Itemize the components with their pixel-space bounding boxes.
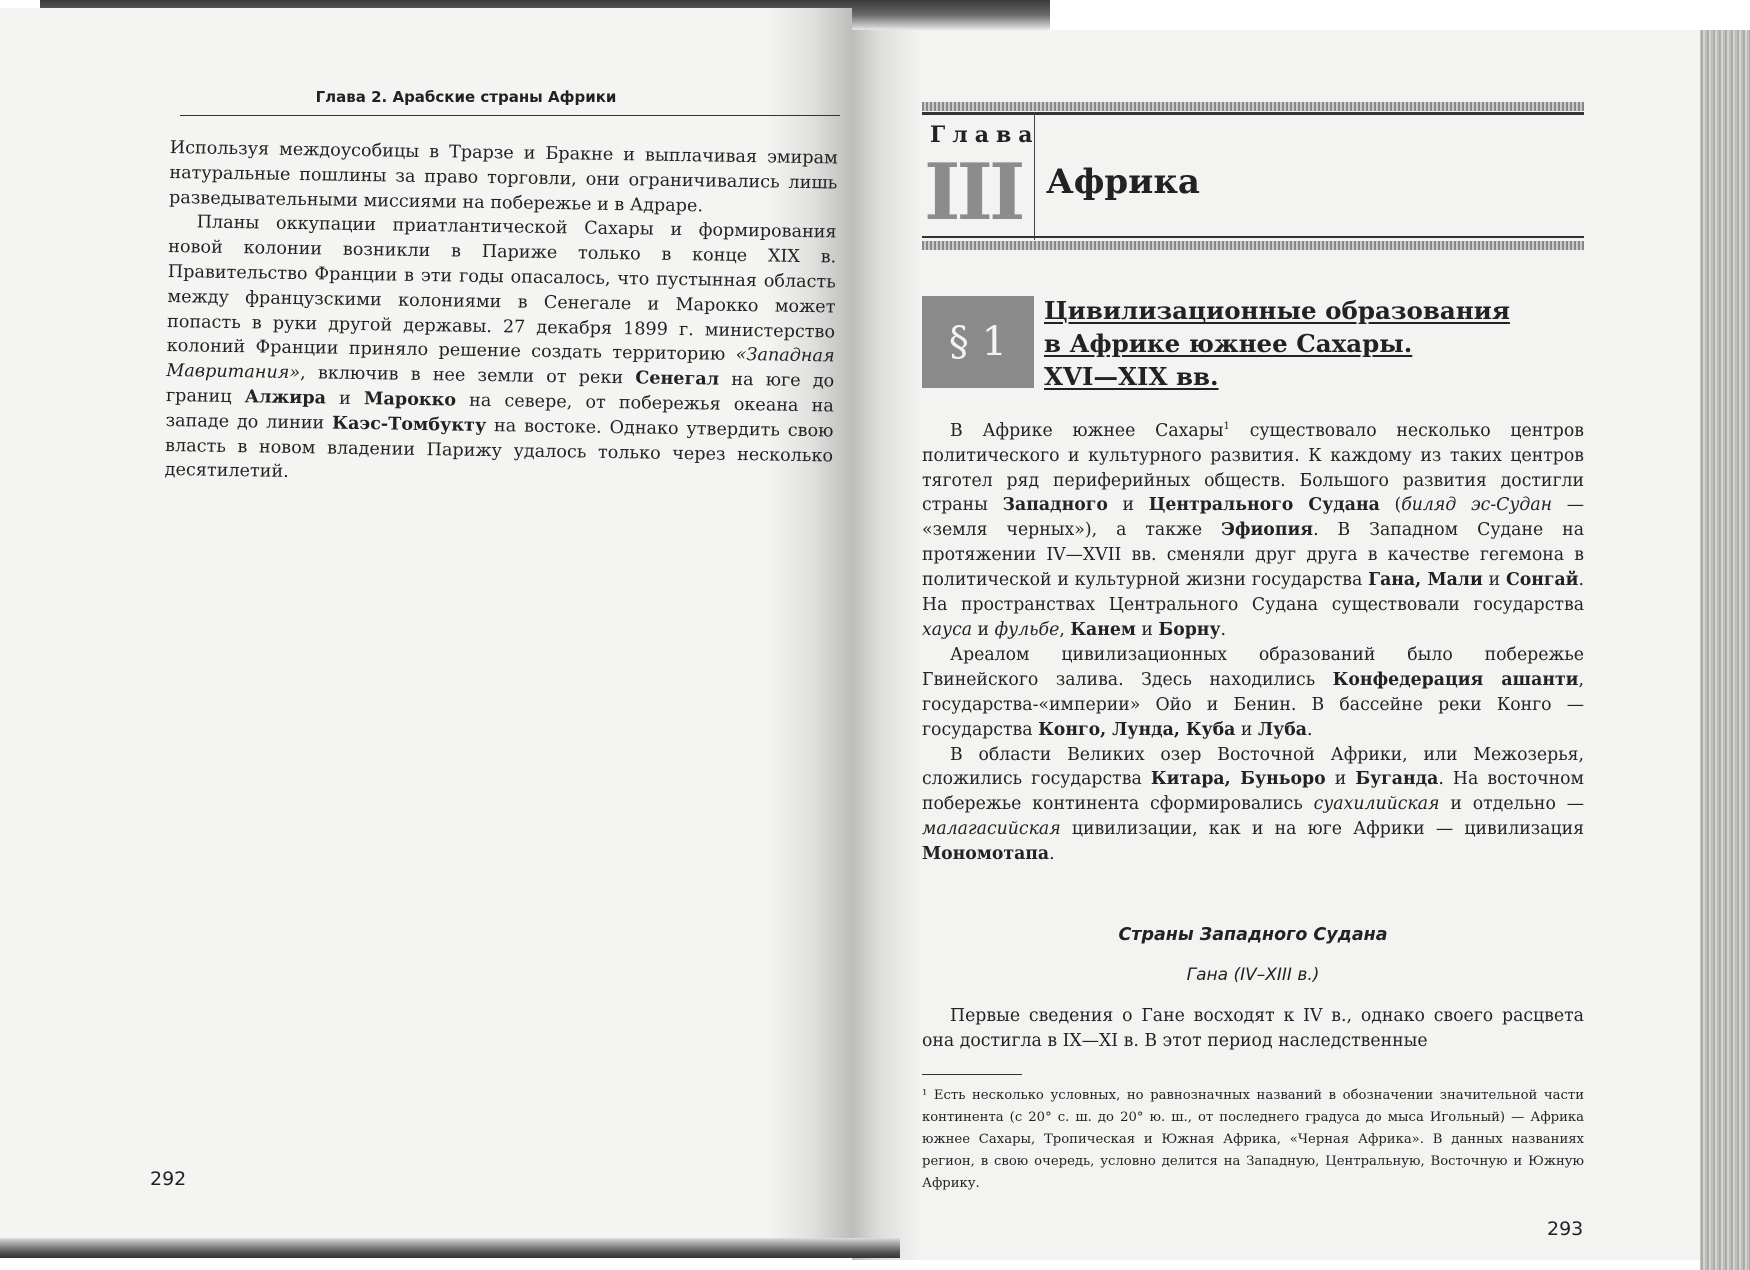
text-run: Используя междоусобицы в Трарзе и Бракне и выплачивая эмирам натуральные пошлины за право торговли, они ограничивались лишь разведывательными миссиями на побережье и в Адраре. bbox=[168, 137, 838, 216]
text-run: Канем bbox=[1070, 620, 1136, 641]
text-run: существовало несколько центров политического и культурного развития. К каждому из таких центров тяготел ряд периферийных обществ. Большого развития достигли страны bbox=[922, 420, 1584, 516]
chapter-numeral: III bbox=[924, 147, 1022, 238]
text-run: . На восточном побережье континента сформировались bbox=[922, 769, 1584, 815]
text-run: Ареалом цивилизационных образований было побережье Гвинейского залива. Здесь находились bbox=[922, 644, 1584, 690]
text-run: Первые сведения о Гане восходят к IV в., однако своего расцвета она достигла в IX—XI в. В этот период наследственные bbox=[922, 1006, 1584, 1051]
footnote-rule bbox=[922, 1074, 1022, 1075]
text-run: на севере, от побережья океана на западе до линии bbox=[165, 390, 834, 434]
running-head bbox=[0, 88, 852, 106]
chapter-title: Африка bbox=[1046, 162, 1200, 202]
running-head-rule bbox=[180, 115, 840, 116]
text-run: Каэс-Томбукту bbox=[331, 412, 487, 436]
text-run: биляд эс-Судан bbox=[1401, 495, 1553, 516]
text-run: Сонгай bbox=[1505, 570, 1579, 591]
text-run: цивилизации, как и на юге Африки — цивилизация bbox=[1060, 819, 1584, 840]
section-number-box: § 1 bbox=[922, 296, 1034, 388]
section-title-line-3: XVI—XIX вв. bbox=[1044, 362, 1219, 391]
text-run: Конфедерация ашанти bbox=[1332, 669, 1579, 690]
text-run: фульбе bbox=[994, 620, 1060, 641]
text-run: и отдельно — bbox=[1439, 794, 1584, 815]
text-run: и bbox=[972, 620, 995, 641]
text-run: В области Великих озер Восточной Африки, или Межозерья, сложились государства bbox=[922, 744, 1584, 790]
text-run: на юге до границ bbox=[165, 369, 835, 408]
text-run: , государства-«империи» Ойо и Бенин. В бассейне реки Конго — государства bbox=[922, 669, 1585, 740]
text-run: и bbox=[325, 388, 365, 410]
text-run: , включив в нее земли от реки bbox=[299, 363, 636, 389]
text-run: малагасийская bbox=[922, 819, 1061, 840]
text-run: . bbox=[1049, 844, 1055, 865]
text-run: на востоке. Однако утвердить свою власть в новом владении Парижу удалось только через несколько десятилетий. bbox=[164, 415, 834, 483]
text-run: и bbox=[1235, 719, 1258, 740]
right-page bbox=[852, 30, 1705, 1260]
text-run: . В Западном Судане на протяжении IV—XVII вв. сменяли друг друга в качестве гегемона в политической и культурной жизни государства bbox=[922, 520, 1584, 591]
left-page bbox=[0, 8, 852, 1258]
text-run: Буганда bbox=[1355, 769, 1439, 790]
text-run: «Западная Мавритания» bbox=[166, 345, 835, 384]
left-body-text bbox=[165, 136, 838, 494]
right-body-text-2 bbox=[922, 1004, 1584, 1054]
text-run: хауса bbox=[922, 620, 973, 641]
text-run: Планы оккупации приатлантической Сахары и формирования новой колонии возникли в Париже только в конце XIX в. Правительство Франции в эти годы опасалось, что пустынная область между французскими колониями в Сенегале и Марокко может попасть в руки другой державы. 27 декабря 1899 г. министерство колоний Франции приняло решение создать территорию bbox=[166, 212, 837, 366]
text-run: Центрального Судана bbox=[1148, 495, 1380, 516]
section-title-line-1: Цивилизационные образования bbox=[1044, 296, 1510, 325]
text-run: 1 bbox=[1223, 421, 1230, 432]
running-head-text: Глава 2. Арабские страны Африки bbox=[315, 88, 617, 106]
subsubheading: Гана (IV–XIII в.) bbox=[1186, 965, 1320, 985]
text-run: . На пространствах Центрального Судана существовали государства bbox=[922, 570, 1584, 616]
page-number-right: 293 bbox=[1547, 1218, 1584, 1240]
page-edges bbox=[1700, 30, 1750, 1270]
text-run: Эфиопия bbox=[1221, 520, 1314, 541]
text-run: суахилийская bbox=[1313, 794, 1440, 815]
right-paragraph-3 bbox=[922, 743, 1584, 868]
chapter-word: Глава bbox=[930, 122, 1040, 148]
text-run: Марокко bbox=[363, 388, 457, 411]
text-run: и bbox=[1325, 769, 1356, 790]
text-run: , bbox=[1059, 620, 1071, 641]
text-run: и bbox=[1482, 570, 1506, 591]
scan-shadow-bottom bbox=[0, 1238, 900, 1258]
page-number-left: 292 bbox=[150, 1168, 187, 1190]
text-run: Алжира bbox=[244, 386, 327, 409]
text-run: Сенегал bbox=[635, 367, 720, 390]
text-run: Луба bbox=[1257, 719, 1307, 740]
right-body-text bbox=[922, 415, 1584, 867]
text-run: Гана, Мали bbox=[1368, 570, 1483, 591]
chapter-rule-bottom bbox=[922, 236, 1584, 238]
left-paragraph-1 bbox=[169, 136, 838, 221]
text-run: ( bbox=[1379, 495, 1402, 516]
section-title bbox=[1044, 294, 1510, 393]
right-paragraph-2 bbox=[922, 643, 1584, 743]
chapter-rule-top bbox=[922, 112, 1584, 115]
text-run: и bbox=[1135, 620, 1159, 641]
left-paragraph-2 bbox=[165, 210, 837, 493]
right-paragraph-1 bbox=[922, 415, 1584, 643]
text-run: и bbox=[1107, 495, 1149, 516]
hatch-border-top bbox=[922, 102, 1584, 111]
footnote: ¹ Есть несколько условных, но равнозначных названий в обозначении значительной части континента (с 20° с. ш. до 20° ю. ш., от последнего градуса до мыса Игольный) — Африка южнее Сахары, Тропическая и Южная Африка, «Черная Африка». В данных названиях регион, в свою очередь, условно делится на Западную, Центральную, Восточную и Южную Африку. bbox=[922, 1088, 1584, 1191]
text-run: Мономотапа bbox=[922, 844, 1050, 865]
text-run: . bbox=[1220, 620, 1227, 641]
text-run: . bbox=[1306, 719, 1313, 740]
hatch-border-bottom bbox=[922, 241, 1584, 250]
text-run: — «земля черных»), а также bbox=[922, 495, 1585, 541]
text-run: Западного bbox=[1002, 495, 1108, 516]
right-paragraph-4 bbox=[922, 1004, 1584, 1054]
text-run: В Африке южнее Сахары bbox=[950, 420, 1224, 441]
text-run: Конго, Лунда, Куба bbox=[1038, 719, 1236, 740]
text-run: Китара, Буньоро bbox=[1150, 769, 1326, 790]
text-run: Борну bbox=[1158, 620, 1221, 641]
subheading: Страны Западного Судана bbox=[1118, 925, 1388, 945]
chapter-header bbox=[922, 102, 1584, 250]
section-title-line-2: в Африке южнее Сахары. bbox=[1044, 329, 1413, 358]
